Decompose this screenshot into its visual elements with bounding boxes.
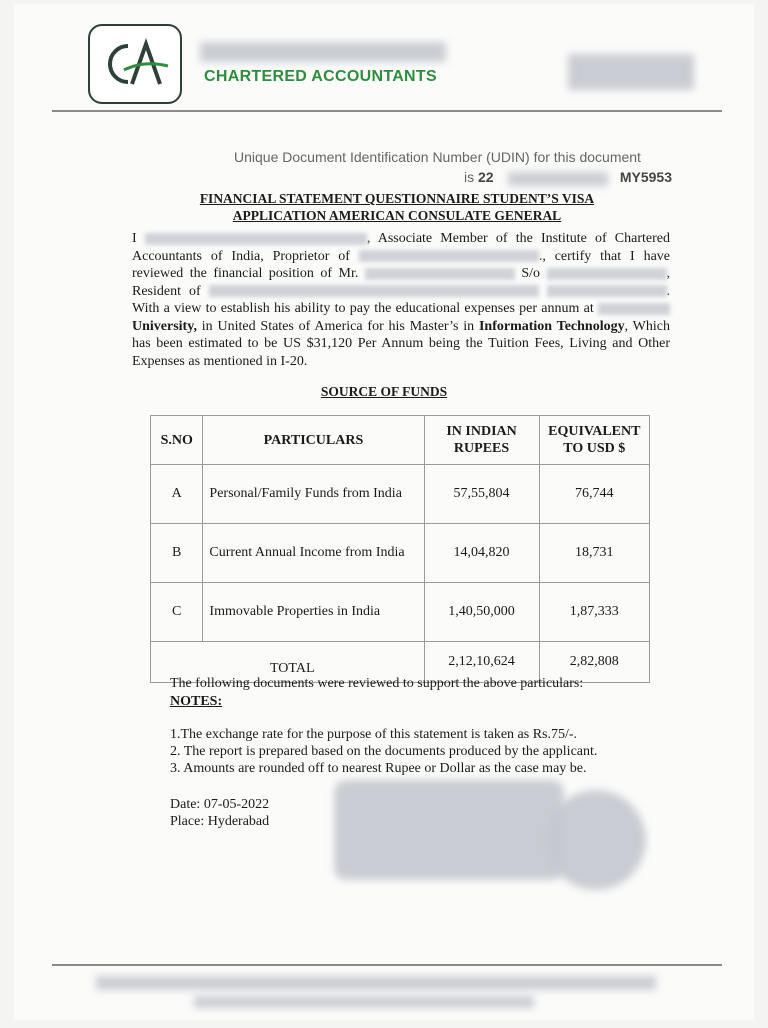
note-item: 3. Amounts are rounded off to nearest Rupee or Dollar as the case may be.	[170, 761, 587, 776]
udin-code-end: MY5953	[619, 169, 672, 185]
para-course: Information Technology	[478, 318, 625, 334]
para-so: S/o	[521, 266, 541, 281]
cell-usd: 76,744	[539, 465, 649, 524]
redacted-address	[209, 285, 539, 297]
redacted-udin	[508, 172, 608, 186]
certification-paragraph	[132, 230, 670, 370]
header-sno: S.NO	[151, 416, 203, 465]
reviewed-statement: The following documents were reviewed to support the above particulars:	[170, 676, 584, 691]
notes-list	[170, 726, 597, 777]
para-b: ., certify that I have reviewed the financial position of Mr.	[132, 248, 670, 281]
header-inr-line1: IN INDIAN	[446, 424, 517, 439]
date: Date: 07-05-2022	[170, 797, 270, 812]
cell-usd: 1,87,333	[539, 583, 649, 642]
source-of-funds-table	[150, 415, 650, 683]
header-usd-line2: TO USD $	[563, 441, 626, 456]
para-c: . With a view to establish his ability to pay the educational expenses per annum at	[132, 283, 671, 316]
redacted-name	[145, 233, 367, 245]
table-row	[151, 465, 650, 524]
footer-divider	[52, 964, 722, 966]
cell-sno: B	[151, 524, 203, 583]
para-start: I	[132, 231, 137, 246]
header-inr-line2: RUPEES	[453, 441, 510, 456]
table-row	[151, 524, 650, 583]
place: Place: Hyderabad	[170, 814, 270, 829]
cell-total-usd: 2,82,808	[539, 642, 649, 683]
table-row	[151, 583, 650, 642]
cell-inr: 1,40,50,000	[424, 583, 539, 642]
cell-usd: 18,731	[539, 524, 649, 583]
para-d: in United States of America for his Master’s in	[201, 318, 475, 334]
para-a: , Associate Member of the Institute of Chartered Accountants of India, Proprietor of	[132, 231, 670, 264]
cell-inr: 57,55,804	[424, 465, 539, 524]
source-of-funds-title: SOURCE OF FUNDS	[320, 384, 448, 399]
notes-heading: NOTES:	[170, 694, 223, 709]
table-header-row	[151, 416, 650, 465]
redacted-father	[547, 268, 667, 280]
redacted-firm	[359, 250, 539, 262]
redacted-footer-line2	[194, 996, 534, 1008]
udin-prefix: is	[464, 169, 478, 185]
para-resident: , Resident of	[132, 266, 671, 299]
redacted-firm-name	[200, 42, 446, 62]
para-e: , Which has been estimated to be US $31,120 Per Annum being the Tuition Fees, Living and Other Expenses as mentioned in I-20.	[132, 318, 670, 369]
ca-logo-icon	[94, 30, 176, 98]
cell-inr: 14,04,820	[424, 524, 539, 583]
redacted-address-2	[547, 285, 667, 297]
note-item: 2. The report is prepared based on the documents produced by the applicant.	[170, 744, 598, 759]
redacted-footer-line1	[96, 976, 656, 990]
header-divider	[52, 110, 722, 112]
cell-sno: A	[151, 465, 203, 524]
redacted-university	[598, 303, 670, 315]
cell-particular: Current Annual Income from India	[203, 524, 424, 583]
redacted-contact	[568, 54, 694, 90]
header-usd	[539, 416, 649, 465]
header-title: CHARTERED ACCOUNTANTS	[204, 68, 437, 85]
redacted-stamp	[546, 790, 646, 890]
document-page	[14, 4, 754, 1020]
cell-sno: C	[151, 583, 203, 642]
ca-logo	[88, 24, 182, 104]
total-label: TOTAL	[270, 661, 315, 676]
udin-code-start: 22	[478, 169, 494, 185]
document-title	[132, 190, 662, 224]
header-particulars: PARTICULARS	[203, 416, 424, 465]
date-place	[170, 796, 269, 830]
header-inr	[424, 416, 539, 465]
udin-label: Unique Document Identification Number (UDIN) for this document	[234, 149, 641, 165]
cell-particular: Personal/Family Funds from India	[203, 465, 424, 524]
header-usd-line1: EQUIVALENT	[548, 424, 641, 439]
para-university: University,	[132, 318, 197, 334]
redacted-signature	[334, 780, 564, 880]
document-title-line1: FINANCIAL STATEMENT QUESTIONNAIRE STUDENT’S VISA	[199, 191, 595, 206]
note-item: 1.The exchange rate for the purpose of this statement is taken as Rs.75/-.	[170, 727, 578, 742]
document-title-line2: APPLICATION AMERICAN CONSULATE GENERAL	[232, 208, 562, 223]
redacted-applicant	[365, 268, 515, 280]
cell-particular: Immovable Properties in India	[203, 583, 424, 642]
cell-total-inr: 2,12,10,624	[424, 642, 539, 683]
